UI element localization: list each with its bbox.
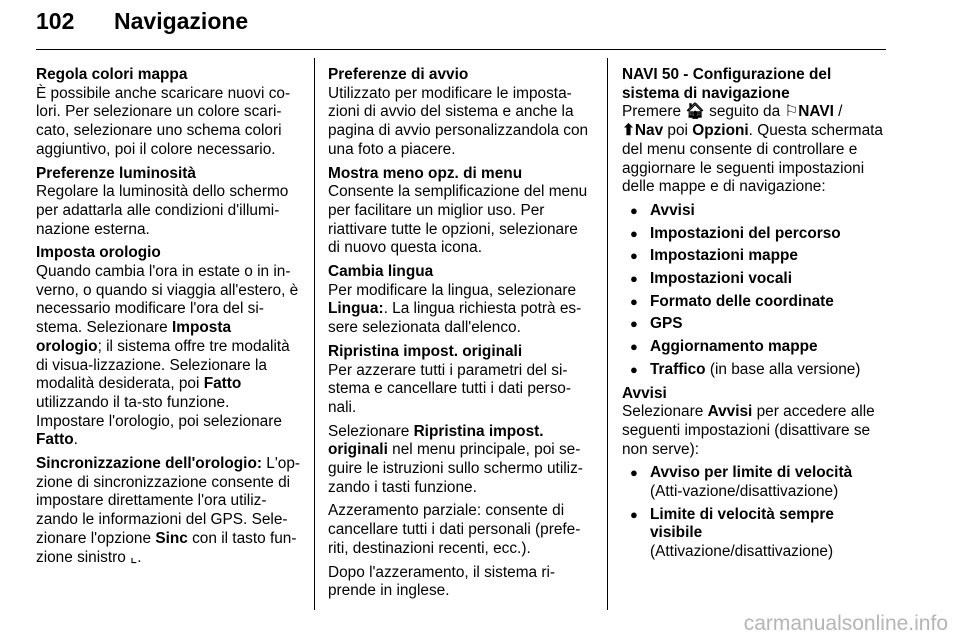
body-text: nel menu principale, poi se-guire le istruzioni sullo schermo utiliz-zando i tasti funzione. xyxy=(328,441,583,496)
section-title: Preferenze di avvio xyxy=(328,66,469,83)
section-body: Per azzerare tutti i parametri del si-stema e cancellare tutti i dati perso-nali. xyxy=(328,361,571,416)
list-item xyxy=(622,506,886,562)
body-text: . xyxy=(73,431,78,449)
page-title: Navigazione xyxy=(114,8,249,34)
body-text: ; il sistema offre tre modalità di visua-lizzazione. Selezionare la modalità desiderata, poi xyxy=(36,337,290,393)
section-body: Regolare la luminosità dello schermo per adattarla alle condizioni d'illumi-nazione esterna. xyxy=(36,183,289,238)
term-navi: NAVI xyxy=(798,103,834,121)
term-sinc: Sinc xyxy=(155,529,188,547)
body-text: per accedere alle seguenti impostazioni (disattivare se non serve): xyxy=(622,403,875,458)
section-title: Ripristina impost. originali xyxy=(328,342,523,360)
body-text: (in base alla versione) xyxy=(705,360,861,378)
avvisi-list xyxy=(622,464,886,562)
body-text: / xyxy=(833,103,843,121)
body-text: con il tasto fun-zione sinistro ⌞. xyxy=(36,529,297,566)
header-rule xyxy=(36,49,886,50)
section-title: Preferenze luminosità xyxy=(36,164,196,182)
list-item xyxy=(622,361,886,380)
section-meno-opz xyxy=(328,165,594,259)
flag-icon: ⚐ xyxy=(784,103,799,121)
term-limite-visibile: Limite di velocità sempre visibile xyxy=(650,505,834,542)
section-body: Utilizzato per modificare le imposta-zioni di avvio del sistema e anche la pagina di avvio personalizzandola con una foto a piacere. xyxy=(328,84,589,158)
section-body: È possibile anche scaricare nuovi co-lori. Per selezionare un colore scari-cato, selezionare uno schema colori aggiuntivo, poi il colore necessario. xyxy=(36,84,291,158)
body-text: L'op-zione di sincronizzazione consente di impostare direttamente l'ora utiliz-zando le informazioni del GPS. Sele-zionare l'opzione xyxy=(36,455,301,547)
section-title: Regola colori mappa xyxy=(36,66,188,83)
column-3 xyxy=(622,66,886,567)
section-title: Avvisi xyxy=(622,384,667,402)
body-text: (Attivazione/disattivazione) xyxy=(650,543,834,561)
body-text: . La lingua richiesta potrà es-sere selezionata dall'elenco. xyxy=(328,300,582,337)
term-avvisi: Avvisi xyxy=(707,403,753,421)
section-regola-colori xyxy=(36,66,300,160)
term-fatto: Fatto xyxy=(36,431,74,449)
term-ripristina: Ripristina impost. originali xyxy=(328,422,544,459)
section-title: NAVI 50 - Configurazione del sistema di navigazione xyxy=(622,66,832,102)
list-item: ● Impostazioni mappe xyxy=(622,247,886,266)
body-text: utilizzando il ta-sto funzione. Impostare l'orologio, poi selezionare xyxy=(36,393,282,430)
list-item: ● GPS xyxy=(622,315,886,334)
term-avviso-limite: Avviso per limite di velocità xyxy=(650,464,853,482)
list-item: ● Aggiornamento mappe xyxy=(622,338,886,357)
paragraph xyxy=(328,423,594,498)
nav-arrow-icon: ⬆ xyxy=(622,122,635,140)
section-avvisi xyxy=(622,385,886,460)
section-body: Consente la semplificazione del menu per facilitare un miglior uso. Per riattivare tutte le opzioni, selezionare di nuovo questa icona. xyxy=(328,183,588,257)
body-text: (Atti-vazione/disattivazione) xyxy=(650,483,839,501)
column-divider-1 xyxy=(314,58,315,610)
section-luminosita xyxy=(36,165,300,240)
section-title: Mostra meno opz. di menu xyxy=(328,164,523,182)
body-text: Selezionare xyxy=(622,403,708,421)
column-1 xyxy=(36,66,300,572)
paragraph: Azzeramento parziale: consente di cancellare tutti i dati personali (prefe-riti, destinazioni recenti, ecc.). xyxy=(328,502,581,557)
settings-list xyxy=(622,202,886,380)
list-item: ● Avvisi xyxy=(622,202,886,221)
term-lingua: Lingua: xyxy=(328,300,384,318)
body-text: Quando cambia l'ora in estate o in in-verno, o quando si viaggia all'estero, è necessario modificare l'ora del si-stema. Selezionare xyxy=(36,263,299,337)
section-lead: Sincronizzazione dell'orologio: xyxy=(36,455,262,473)
list-item: ● Impostazioni del percorso xyxy=(622,225,886,244)
section-sincronizzazione xyxy=(36,455,300,567)
section-orologio xyxy=(36,244,300,450)
list-item: ● Impostazioni vocali xyxy=(622,270,886,289)
section-preferenze-avvio xyxy=(328,66,594,160)
body-text: Selezionare xyxy=(328,422,414,440)
section-title: Imposta orologio xyxy=(36,244,161,262)
body-text: poi xyxy=(663,122,693,140)
home-icon: 🏠︎ xyxy=(685,103,705,121)
term-fatto: Fatto xyxy=(203,375,242,393)
section-cambia-lingua xyxy=(328,263,594,338)
list-item xyxy=(622,464,886,501)
section-navi50 xyxy=(622,66,886,197)
list-item: ● Formato delle coordinate xyxy=(622,293,886,312)
term-nav: Nav xyxy=(634,122,664,140)
term-imposta-orologio: Imposta orologio xyxy=(36,319,232,355)
body-text: Per modificare la lingua, selezionare xyxy=(328,281,577,299)
watermark: carmanualsonline.info xyxy=(743,612,948,635)
term-opzioni: Opzioni xyxy=(692,122,749,140)
section-ripristina xyxy=(328,343,594,601)
column-2 xyxy=(328,66,594,606)
body-text: seguito da xyxy=(704,103,785,121)
body-text: . Questa schermata del menu consente di controllare e aggiornare le seguenti impostazioni delle mappe e di navigazione: xyxy=(622,122,883,196)
page-number: 102 xyxy=(36,8,75,34)
column-divider-2 xyxy=(607,58,608,610)
paragraph: Dopo l'azzeramento, il sistema ri-prende in inglese. xyxy=(328,563,556,600)
term-traffico: Traffico xyxy=(650,360,706,378)
page-header xyxy=(36,6,886,50)
body-text: Premere xyxy=(622,103,686,121)
section-title: Cambia lingua xyxy=(328,263,434,281)
